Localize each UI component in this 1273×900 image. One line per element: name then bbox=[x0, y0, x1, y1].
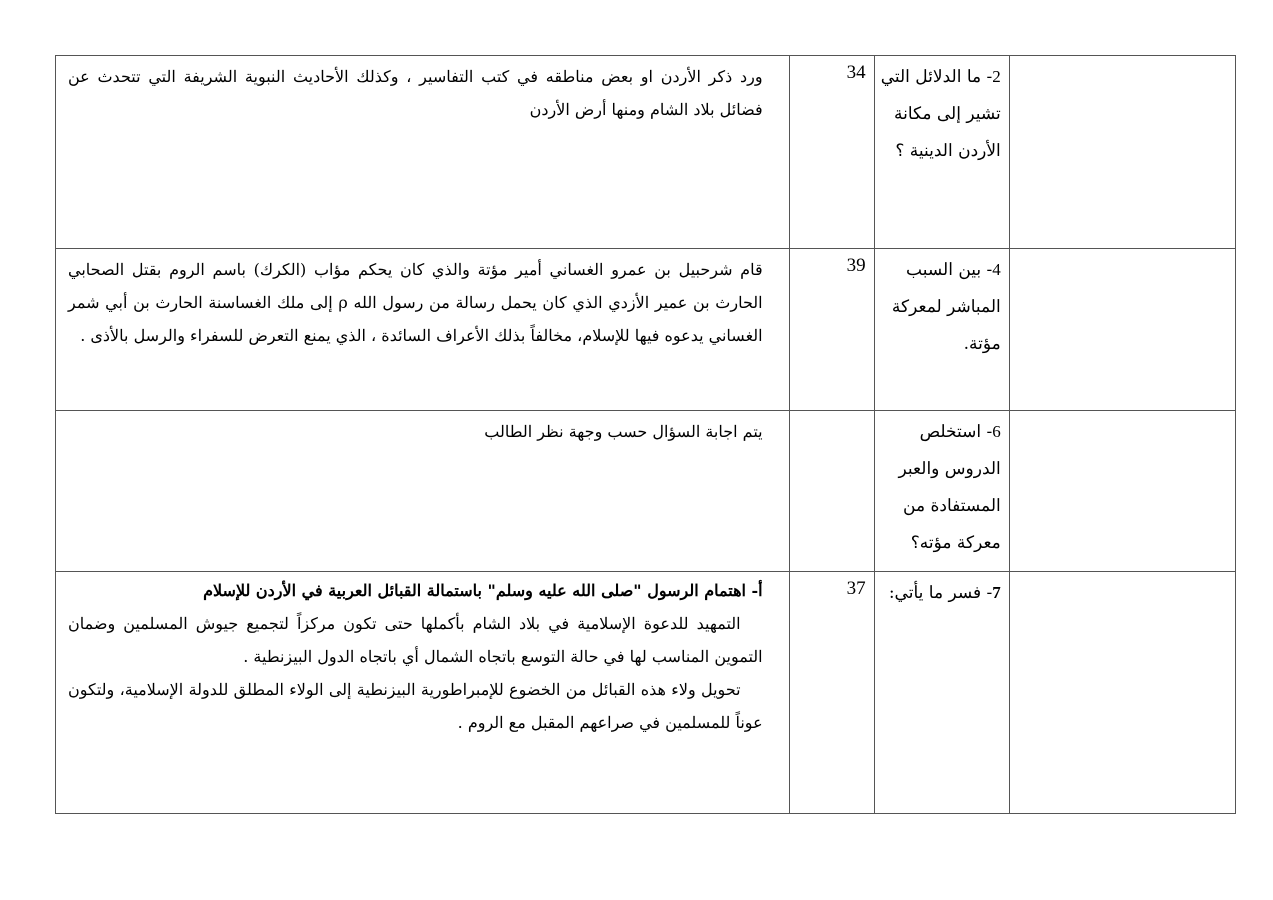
answer-cell bbox=[56, 411, 790, 572]
question-number: 6 bbox=[992, 422, 1001, 441]
answer-cell bbox=[56, 572, 790, 814]
page-number: 39 bbox=[846, 255, 866, 276]
page-number: 37 bbox=[846, 578, 866, 599]
question-number: 7 bbox=[992, 583, 1001, 602]
question-cell bbox=[874, 56, 1009, 249]
empty-cell bbox=[1009, 56, 1235, 249]
answer-text: قام شرحبيل بن عمرو الغساني أمير مؤتة والذي كان يحكم مؤاب (الكرك) باسم الروم بقتل الصحابي الحارث بن عمير الأزدي الذي كان يحمل رسالة من رسول الله ρ إلى ملك الغساسنة الحارث بن أبي شمر الغساني يدعوه فيها للإسلام، مخالفاً بذلك الأعراف السائدة ، الذي يمنع التعرض للسفراء والرسل بالأذى . bbox=[68, 260, 763, 345]
table-row bbox=[56, 572, 1236, 814]
answer-text: يتم اجابة السؤال حسب وجهة نظر الطالب bbox=[484, 422, 763, 441]
empty-cell bbox=[1009, 572, 1235, 814]
question-text: - فسر ما يأتي: bbox=[888, 583, 993, 603]
question-number: 2 bbox=[992, 67, 1001, 86]
page-number-cell bbox=[789, 249, 874, 411]
answer-text: تحويل ولاء هذه القبائل من الخضوع للإمبراطورية البيزنطية إلى الولاء المطلق للدولة الإسلامية، ولتكون عوناً للمسلمين في صراعهم المقبل مع الروم . bbox=[68, 680, 763, 732]
table-row bbox=[56, 249, 1236, 411]
question-text: - بين السبب المباشر لمعركة مؤتة. bbox=[891, 260, 1001, 354]
page-number-cell bbox=[789, 411, 874, 572]
question-text: - استخلص الدروس والعبر المستفادة من معركة مؤته؟ bbox=[898, 422, 1001, 553]
answer-cell bbox=[56, 56, 790, 249]
question-cell bbox=[874, 572, 1009, 814]
question-cell bbox=[874, 249, 1009, 411]
page-number bbox=[790, 411, 874, 417]
question-cell bbox=[874, 411, 1009, 572]
empty-cell bbox=[1009, 411, 1235, 572]
table-row bbox=[56, 411, 1236, 572]
answer-text: ورد ذكر الأردن او بعض مناطقه في كتب التفاسير ، وكذلك الأحاديث النبوية الشريفة التي تتحدث عن فضائل بلاد الشام ومنها أرض الأردن bbox=[68, 67, 763, 119]
table-row bbox=[56, 56, 1236, 249]
answer-cell bbox=[56, 249, 790, 411]
answer-heading: أ- اهتمام الرسول "صلى الله عليه وسلم" باستمالة القبائل العربية في الأردن للإسلام bbox=[203, 581, 763, 600]
page-number-cell bbox=[789, 572, 874, 814]
page-number-cell bbox=[789, 56, 874, 249]
empty-cell bbox=[1009, 249, 1235, 411]
page-number: 34 bbox=[846, 62, 866, 83]
answer-text: التمهيد للدعوة الإسلامية في بلاد الشام بأكملها حتى تكون مركزاً لتجميع جيوش المسلمين وضمان التموين المناسب لها في حالة التوسع باتجاه الشمال أي باتجاه الدول البيزنطية . bbox=[68, 614, 763, 666]
answer-key-table bbox=[55, 55, 1236, 814]
question-number: 4 bbox=[992, 260, 1001, 279]
question-text: - ما الدلائل التي تشير إلى مكانة الأردن الدينية ؟ bbox=[880, 67, 1001, 161]
